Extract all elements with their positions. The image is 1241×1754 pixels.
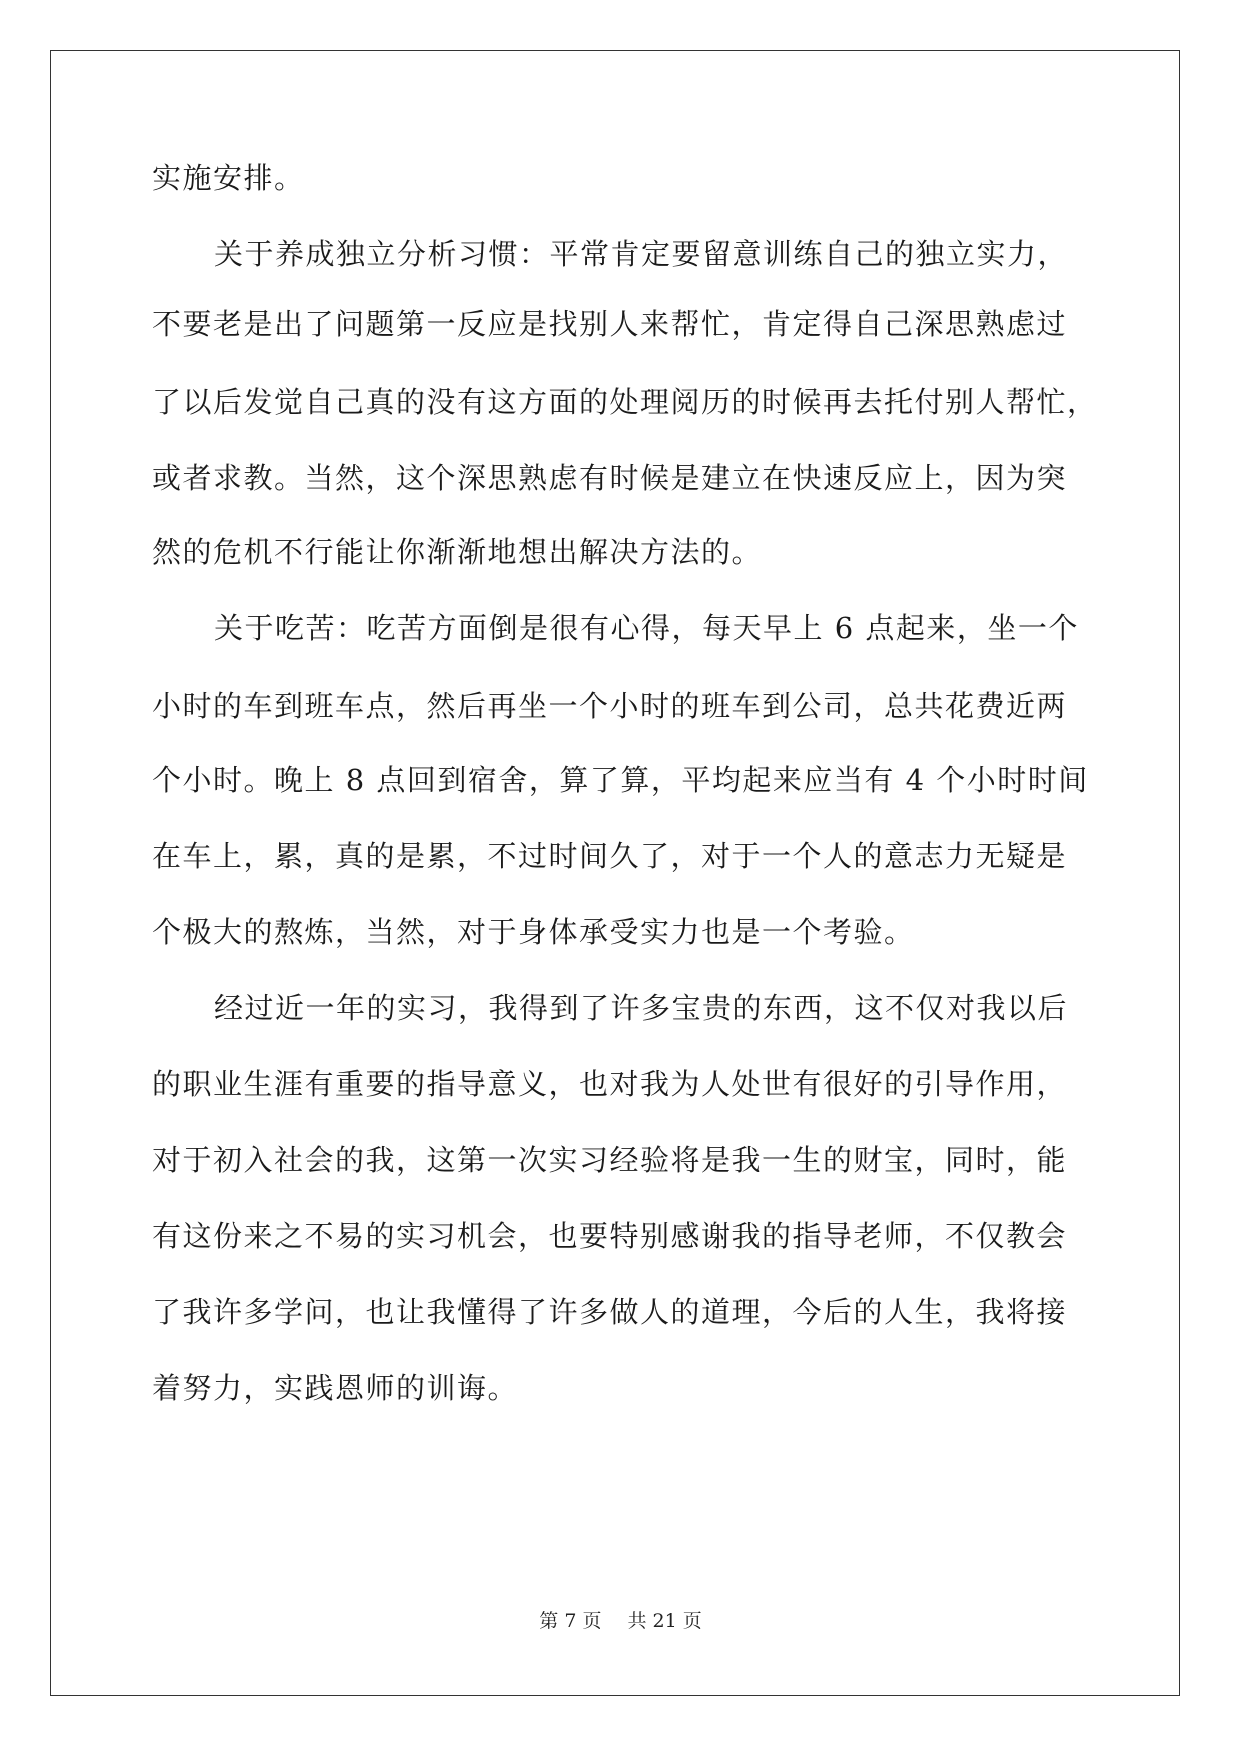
text-line-2: 关于养成独立分析习惯：平常肯定要留意训练自己的独立实力， bbox=[214, 237, 1069, 271]
text-line-11: 个极大的熬炼，当然，对于身体承受实力也是一个考验。 bbox=[152, 915, 915, 949]
page-total: 共 21 页 bbox=[627, 1610, 702, 1632]
text-line-8: 小时的车到班车点，然后再坐一个小时的班车到公司，总共花费近两 bbox=[152, 689, 1068, 723]
page-footer bbox=[0, 1609, 1241, 1633]
text-line-17: 着努力，实践恩师的训诲。 bbox=[152, 1371, 519, 1405]
text-line-6: 然的危机不行能让你渐渐地想出解决方法的。 bbox=[152, 535, 763, 569]
page-number: 第 7 页 bbox=[539, 1610, 602, 1632]
text-line-7: 关于吃苦：吃苦方面倒是很有心得，每天早上 6 点起来，坐一个 bbox=[214, 611, 1079, 645]
text-line-13: 的职业生涯有重要的指导意义，也对我为人处世有很好的引导作用， bbox=[152, 1067, 1068, 1101]
text-line-15: 有这份来之不易的实习机会，也要特别感谢我的指导老师，不仅教会 bbox=[152, 1219, 1068, 1253]
text-line-10: 在车上，累，真的是累，不过时间久了，对于一个人的意志力无疑是 bbox=[152, 839, 1068, 873]
text-line-16: 了我许多学问，也让我懂得了许多做人的道理，今后的人生，我将接 bbox=[152, 1295, 1068, 1329]
text-line-3: 不要老是出了问题第一反应是找别人来帮忙，肯定得自己深思熟虑过 bbox=[152, 307, 1068, 341]
text-line-12: 经过近一年的实习，我得到了许多宝贵的东西，这不仅对我以后 bbox=[214, 991, 1069, 1025]
text-line-9: 个小时。晚上 8 点回到宿舍，算了算，平均起来应当有 4 个小时时间 bbox=[152, 763, 1089, 797]
text-line-5: 或者求教。当然，这个深思熟虑有时候是建立在快速反应上，因为突 bbox=[152, 461, 1068, 495]
text-line-14: 对于初入社会的我，这第一次实习经验将是我一生的财宝，同时，能 bbox=[152, 1143, 1068, 1177]
text-line-1: 实施安排。 bbox=[152, 161, 305, 195]
text-line-4: 了以后发觉自己真的没有这方面的处理阅历的时候再去托付别人帮忙， bbox=[152, 385, 1098, 419]
